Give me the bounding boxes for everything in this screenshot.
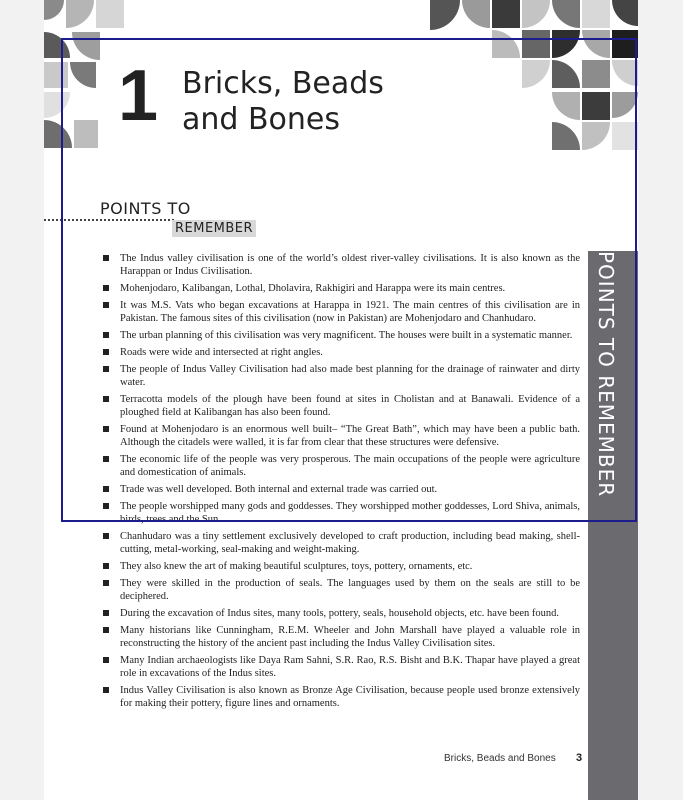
decorative-pattern-left [44, 0, 124, 150]
points-list [100, 252, 580, 714]
point-text: The urban planning of this civilisation was very magnificent. The houses were built in a systematic manner. [120, 330, 573, 341]
list-item [100, 329, 580, 342]
square-bullet-icon [103, 627, 109, 633]
footer-chapter-title: Bricks, Beads and Bones [444, 753, 556, 764]
square-bullet-icon [103, 285, 109, 291]
list-item [100, 577, 580, 603]
chapter-number: 1 [118, 56, 159, 136]
list-item [100, 346, 580, 359]
point-text: Mohenjodaro, Kalibangan, Lothal, Dholavira, Rakhigiri and Harappa were its main centres. [120, 283, 506, 294]
list-item [100, 423, 580, 449]
list-item [100, 393, 580, 419]
point-text: The economic life of the people was very prosperous. The main occupations of the people were agriculture and domestication of animals. [120, 454, 580, 478]
square-bullet-icon [103, 456, 109, 462]
point-text: The people worshipped many gods and goddesses. They worshipped mother goddesses, Lord Shiva, animals, birds, trees and the Sun. [120, 501, 580, 525]
point-text: Many Indian archaeologists like Daya Ram Sahni, S.R. Rao, R.S. Bisht and B.K. Thapar have played a great role in excavations of the Indus sites. [120, 655, 580, 679]
square-bullet-icon [103, 396, 109, 402]
point-text: It was M.S. Vats who began excavations at Harappa in 1921. The main centres of this civilisation are in Pakistan. The famous sites of this civilisation (now in Pakistan) are Mohenjodaro and Chanhudaro. [120, 300, 580, 324]
list-item [100, 654, 580, 680]
square-bullet-icon [103, 366, 109, 372]
square-bullet-icon [103, 687, 109, 693]
list-item [100, 282, 580, 295]
list-item [100, 500, 580, 526]
list-item [100, 252, 580, 278]
point-text: The people of Indus Valley Civilisation had also made best planning for the drainage of rainwater and dirty water. [120, 364, 580, 388]
point-text: Many historians like Cunningham, R.E.M. Wheeler and John Marshall have played a valuable role in reconstructing the history of the ancient past including the Indus Valley Civilisation sites. [120, 625, 580, 649]
square-bullet-icon [103, 255, 109, 261]
dotted-divider [44, 219, 174, 221]
list-item [100, 607, 580, 620]
side-tab-label: POINTS TO REMEMBER [594, 251, 618, 498]
point-text: During the excavation of Indus sites, many tools, pottery, seals, household objects, etc. have been found. [120, 608, 560, 619]
point-text: Indus Valley Civilisation is also known as Bronze Age Civilisation, because people used bronze extensively for making their pottery, figure lines and ornaments. [120, 685, 580, 709]
points-heading-line2: REMEMBER [172, 220, 256, 237]
list-item [100, 560, 580, 573]
square-bullet-icon [103, 426, 109, 432]
point-text: Found at Mohenjodaro is an enormous well built– “The Great Bath”, which may have been a public bath. Although the citadels were walled, it is far from clear that these structures were defensive. [120, 424, 580, 448]
list-item [100, 530, 580, 556]
square-bullet-icon [103, 349, 109, 355]
list-item [100, 684, 580, 710]
list-item [100, 363, 580, 389]
list-item [100, 483, 580, 496]
point-text: Roads were wide and intersected at right angles. [120, 347, 323, 358]
square-bullet-icon [103, 563, 109, 569]
page-number: 3 [576, 752, 583, 764]
square-bullet-icon [103, 486, 109, 492]
list-item [100, 299, 580, 325]
square-bullet-icon [103, 332, 109, 338]
point-text: Chanhudaro was a tiny settlement exclusively developed to craft production, including bead making, shell-cutting, metal-working, seal-making and weight-making. [120, 531, 580, 555]
point-text: Terracotta models of the plough have been found at sites in Cholistan and at Banawali. Evidence of a ploughed field at Kalibangan has also been found. [120, 394, 580, 418]
point-text: Trade was well developed. Both internal and external trade was carried out. [120, 484, 438, 495]
chapter-title-line2: and Bones [182, 102, 341, 137]
list-item [100, 624, 580, 650]
point-text: The Indus valley civilisation is one of the world’s oldest river-valley civilisations. It is also known as the Harappan or Indus Civilisation. [120, 253, 580, 277]
point-text: They also knew the art of making beautiful sculptures, toys, pottery, ornaments, etc. [120, 561, 473, 572]
point-text: They were skilled in the production of seals. The languages used by them on the seals are still to be deciphered. [120, 578, 580, 602]
square-bullet-icon [103, 657, 109, 663]
list-item [100, 453, 580, 479]
square-bullet-icon [103, 302, 109, 308]
decorative-pattern-right [430, 0, 638, 150]
chapter-title [182, 66, 384, 138]
square-bullet-icon [103, 503, 109, 509]
square-bullet-icon [103, 610, 109, 616]
square-bullet-icon [103, 580, 109, 586]
points-heading-line1: POINTS TO [100, 199, 191, 218]
chapter-title-line1: Bricks, Beads [182, 66, 384, 101]
square-bullet-icon [103, 533, 109, 539]
